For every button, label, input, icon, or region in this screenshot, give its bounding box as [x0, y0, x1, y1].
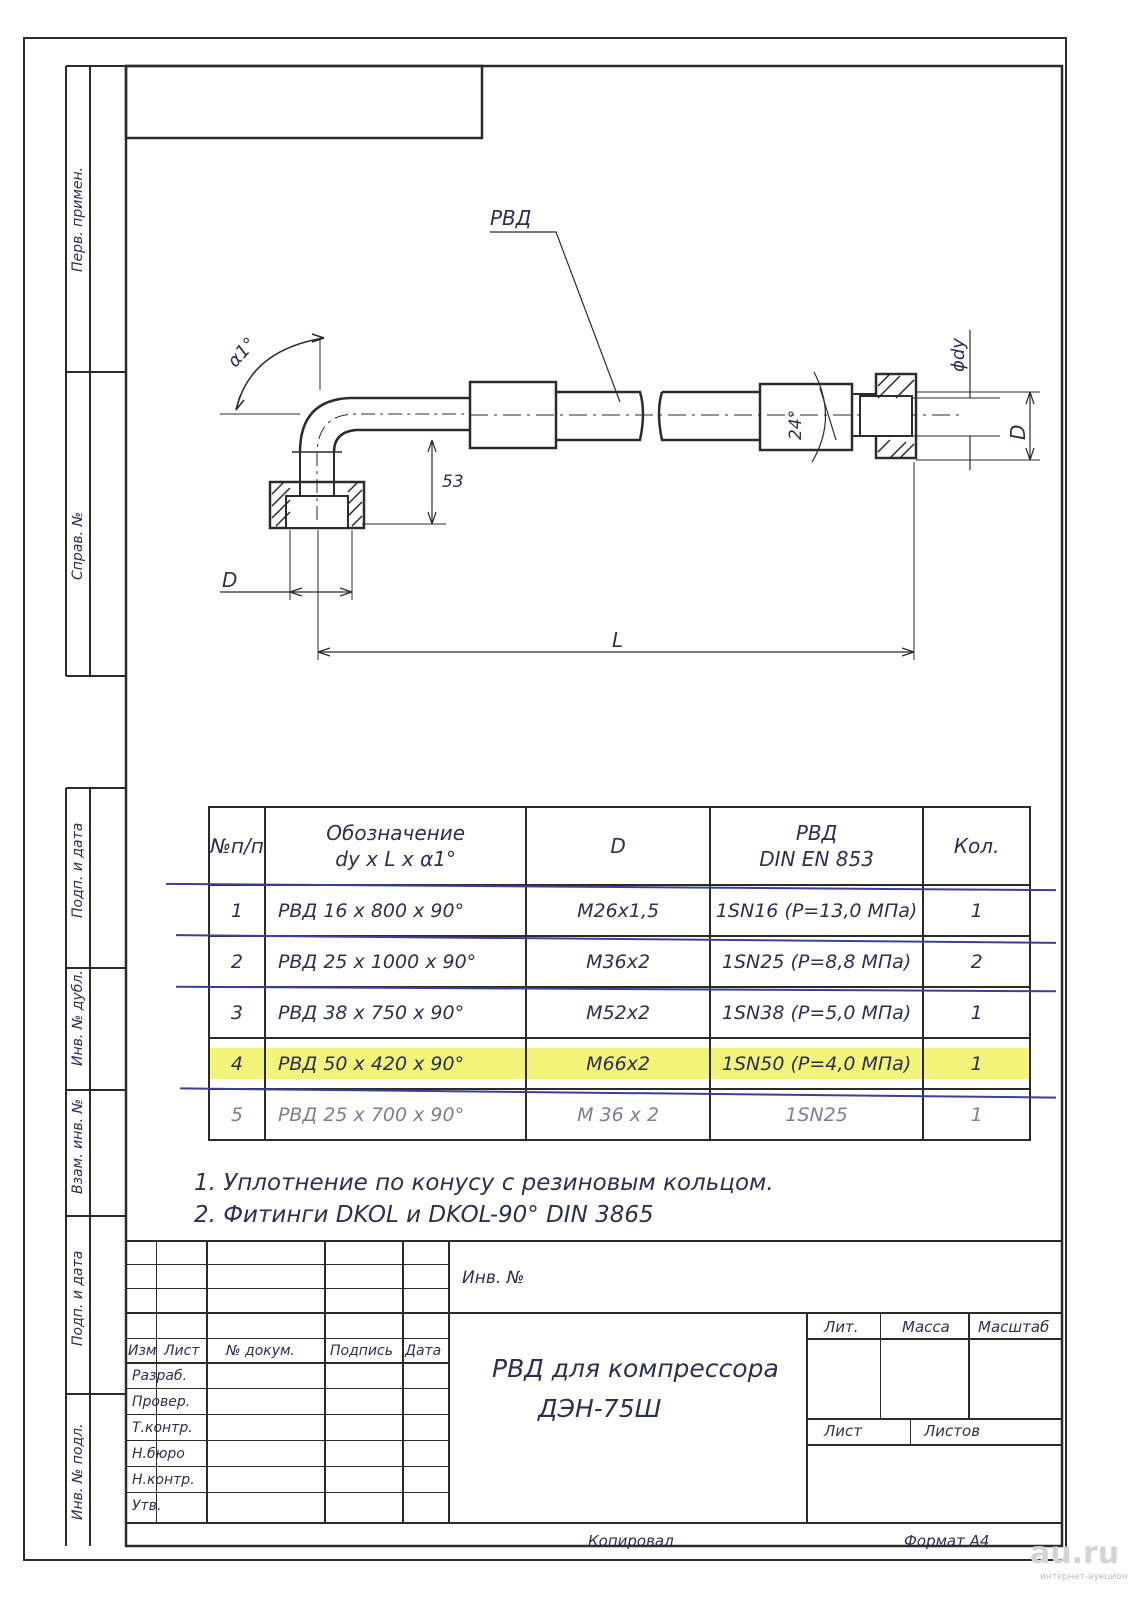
- table-row: 2 РВД 25 x 1000 x 90° M36x2 1SN25 (P=8,8 МПа) 2: [209, 936, 1030, 987]
- tb-lit: Лит.: [824, 1318, 859, 1336]
- tb-role: Н.бюро: [132, 1446, 185, 1462]
- footer-kopiroval: Копировал: [588, 1532, 674, 1550]
- tb-title-line-1: РВД для компрессора: [492, 1354, 779, 1383]
- label-d-right: D: [1006, 424, 1030, 440]
- header-qty: Кол.: [923, 807, 1030, 885]
- note-2: 2. Фитинги DKOL и DKOL-90° DIN 3865: [194, 1202, 654, 1228]
- stamp-inv-dubl: Инв. № дубл.: [70, 970, 86, 1066]
- header-num: №п/п: [209, 807, 265, 885]
- tb-col-doc: № докум.: [226, 1343, 296, 1359]
- header-rvd: РВД DIN EN 853: [710, 807, 923, 885]
- top-left-box: [126, 66, 482, 138]
- hose-drawing: [220, 232, 1040, 660]
- note-1: 1. Уплотнение по конусу с резиновым кольцом.: [194, 1170, 774, 1196]
- label-53: 53: [442, 472, 464, 492]
- label-rvd: РВД: [490, 206, 532, 230]
- stamp-podp-data-2: Подп. и дата: [70, 1250, 86, 1346]
- label-angle-a1: α1°: [223, 333, 261, 372]
- label-d-left: D: [222, 568, 238, 592]
- tb-role: Т.контр.: [132, 1420, 193, 1436]
- tb-list: Лист: [824, 1422, 863, 1440]
- table-row-highlighted: 4 РВД 50 x 420 x 90° M66x2 1SN50 (P=4,0 МПа) 1: [209, 1038, 1030, 1089]
- tb-col-list: Лист: [164, 1343, 200, 1359]
- tb-role: Утв.: [132, 1498, 162, 1514]
- header-d: D: [526, 807, 710, 885]
- spec-header-row: [209, 807, 1030, 885]
- table-row: 3 РВД 38 x 750 x 90° M52x2 1SN38 (P=5,0 МПа) 1: [209, 987, 1030, 1038]
- tb-massa: Масса: [902, 1318, 950, 1336]
- header-designation: Обозначение dy x L x α1°: [265, 807, 526, 885]
- stamp-inv-podl: Инв. № подл.: [70, 1423, 86, 1520]
- label-24deg: 24°: [786, 409, 806, 440]
- tb-listov: Листов: [924, 1422, 981, 1440]
- label-dy: ϕdy: [948, 338, 969, 372]
- tb-inv-no: Инв. №: [462, 1268, 525, 1288]
- tb-masshtab: Масштаб: [978, 1318, 1050, 1336]
- tb-col-data: Дата: [405, 1343, 442, 1359]
- tb-role: Н.контр.: [132, 1472, 195, 1488]
- tb-role: Разраб.: [132, 1368, 188, 1384]
- tb-col-podpis: Подпись: [330, 1343, 393, 1359]
- stamp-perv-primen: Перв. примен.: [70, 166, 86, 272]
- tb-role: Провер.: [132, 1394, 191, 1410]
- watermark-site: au.ru: [1030, 1536, 1120, 1571]
- right-sleeve: [760, 384, 852, 450]
- watermark-sub: интернет-аукцион: [1040, 1572, 1128, 1582]
- stamp-podp-data-1: Подп. и дата: [70, 822, 86, 918]
- tb-title-line-2: ДЭН-75Ш: [538, 1394, 662, 1423]
- table-row: 1 РВД 16 x 800 x 90° M26x1,5 1SN16 (P=13,0 МПа) 1: [209, 885, 1030, 936]
- stamp-vzam-inv: Взам. инв. №: [70, 1098, 86, 1194]
- footer-format: Формат А4: [904, 1532, 990, 1550]
- stamp-sprav-no: Справ. №: [70, 511, 86, 580]
- tb-col-izm: Изм: [128, 1343, 157, 1359]
- table-row: 5 РВД 25 x 700 x 90° M 36 x 2 1SN25 1: [209, 1089, 1030, 1140]
- label-l: L: [612, 628, 624, 652]
